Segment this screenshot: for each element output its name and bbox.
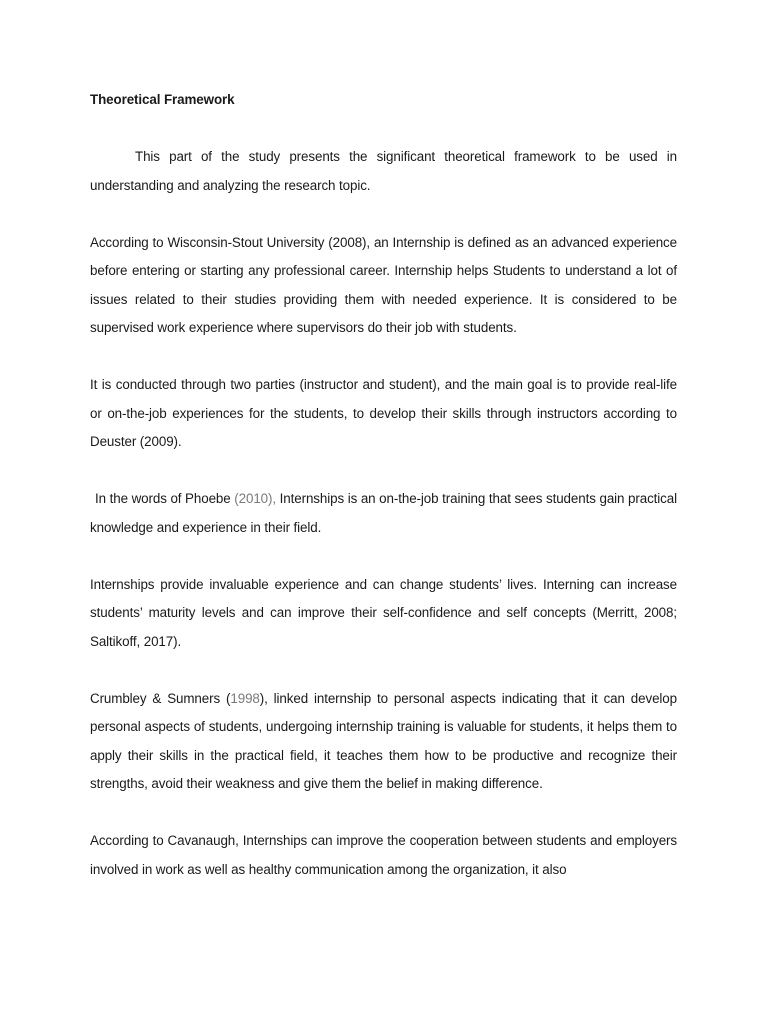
paragraph-deuster: It is conducted through two parties (instructor and student), and the main goal is to provide real-life or on-the-job experiences for the students, to develop their skills through instructors according to Deuster (2009). <box>90 377 677 449</box>
paragraph-crumbley-lead: Crumbley & Sumners ( <box>90 690 231 706</box>
paragraph-crumbley-rest: ), linked internship to personal aspects indicating that it can develop personal aspects of students, undergoing internship training is valuable for students, it helps them to apply their skills in the practical field, it teaches them how to be productive and recognize their strengths, avoid their weakness and give them the belief in making difference. <box>90 690 677 791</box>
paragraph-intro: This part of the study presents the significant theoretical framework to be used in understanding and analyzing the research topic. <box>90 149 677 193</box>
document-body <box>90 86 677 913</box>
citation-year-crumbley: 1998 <box>230 690 260 706</box>
citation-year-phoebe: (2010), <box>234 491 277 506</box>
paragraph-crumbley-sumners <box>90 685 677 799</box>
section-heading: Theoretical Framework <box>90 92 235 107</box>
paragraph-cavanaugh: According to Cavanaugh, Internships can improve the cooperation between students and employers involved in work as well as healthy communication among the organization, it also <box>90 833 677 877</box>
paragraph-phoebe-rest: Internships is an on-the-job training that sees students gain practical knowledge and experience in their field. <box>90 491 677 535</box>
paragraph-phoebe-lead: In the words of Phoebe <box>95 491 235 506</box>
paragraph-merritt-saltikoff: Internships provide invaluable experience and can change students’ lives. Interning can increase students’ maturity levels and can improve their self-confidence and self concepts (Merritt, 2008; Saltikoff, 2017). <box>90 576 677 649</box>
paragraph-phoebe <box>90 485 677 542</box>
paragraph-wisconsin-stout: According to Wisconsin-Stout University (2008), an Internship is defined as an advanced experience before entering or starting any professional career. Internship helps Students to understand a lot of issues related to their studies providing them with needed experience. It is considered to be supervised work experience where supervisors do their job with students. <box>90 234 677 335</box>
